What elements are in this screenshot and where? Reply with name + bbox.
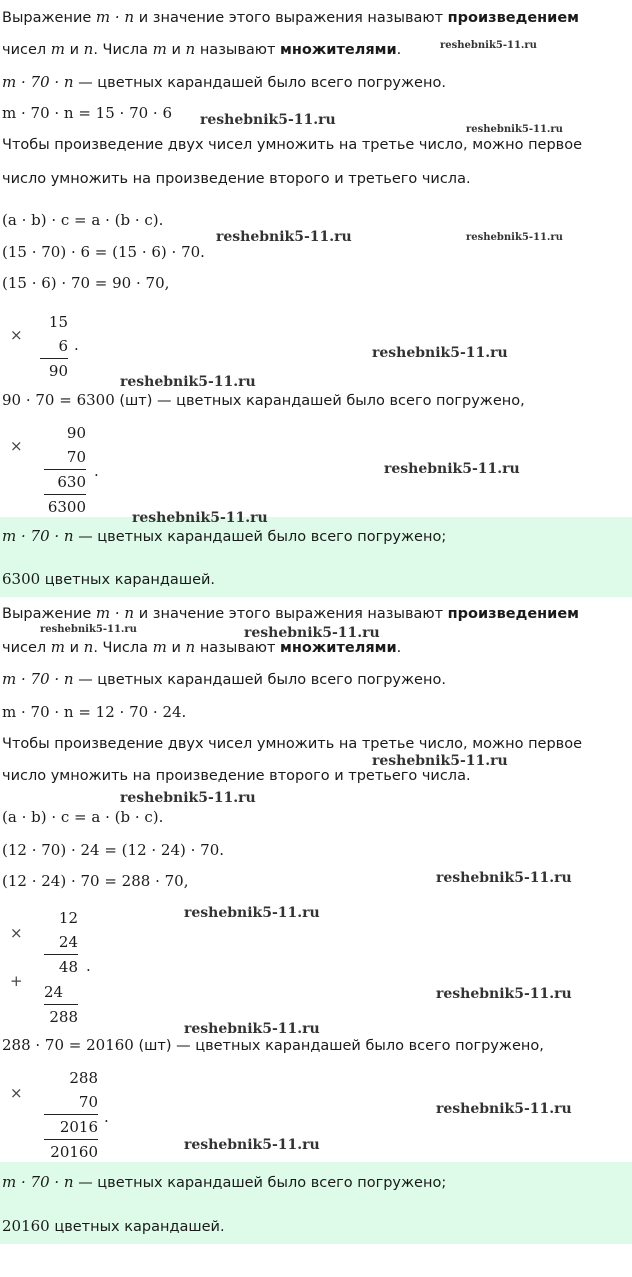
watermark: reshebnik5-11.ru xyxy=(372,345,508,361)
rule-line-1: Чтобы произведение двух чисел умножить на третье число, можно первое xyxy=(2,736,583,752)
definition-line-2: чисел m и n. Числа m и n называют множителями. xyxy=(2,638,402,656)
watermark: reshebnik5-11.ru xyxy=(244,625,380,641)
watermark: reshebnik5-11.ru xyxy=(40,624,137,635)
multiply-sign: × xyxy=(10,437,23,455)
period: . xyxy=(74,336,79,354)
answer-line-1: m · 70 · n — цветных карандашей было всего погружено; xyxy=(2,1173,447,1191)
watermark: reshebnik5-11.ru xyxy=(436,870,572,886)
equation-line: m · 70 · n = 12 · 70 · 24. xyxy=(2,703,187,721)
watermark: reshebnik5-11.ru xyxy=(132,510,268,526)
associative-law: (a · b) · c = a · (b · c). xyxy=(2,211,164,229)
column-multiplication-2: 288 70 2016 20160 xyxy=(44,1066,98,1164)
rule-line-1: Чтобы произведение двух чисел умножить на третье число, можно первое xyxy=(2,137,583,153)
multiply-sign: × xyxy=(10,326,23,344)
multiply-sign: × xyxy=(10,1084,23,1102)
definition-line-1: Выражение m · n и значение этого выражения называют произведением xyxy=(2,8,580,26)
rule-line-2: число умножить на произведение второго и третьего числа. xyxy=(2,171,471,187)
watermark: reshebnik5-11.ru xyxy=(372,753,508,769)
expression-line: m · 70 · n — цветных карандашей было всего погружено. xyxy=(2,670,446,688)
step-1: (12 · 70) · 24 = (12 · 24) · 70. xyxy=(2,841,225,859)
column-multiplication-1: 15 6 90 xyxy=(40,310,68,383)
multiply-sign: × xyxy=(10,924,23,942)
period: . xyxy=(104,1108,109,1126)
plus-sign: + xyxy=(10,972,23,990)
period: . xyxy=(86,957,91,975)
watermark: reshebnik5-11.ru xyxy=(184,1137,320,1153)
watermark: reshebnik5-11.ru xyxy=(184,1021,320,1037)
watermark: reshebnik5-11.ru xyxy=(440,40,537,51)
watermark: reshebnik5-11.ru xyxy=(466,124,563,135)
watermark: reshebnik5-11.ru xyxy=(120,790,256,806)
column-multiplication-2: 90 70 630 6300 xyxy=(44,421,86,519)
watermark: reshebnik5-11.ru xyxy=(466,232,563,243)
watermark: reshebnik5-11.ru xyxy=(384,461,520,477)
period: . xyxy=(94,462,99,480)
step-1: (15 · 70) · 6 = (15 · 6) · 70. xyxy=(2,243,205,261)
step-2: (15 · 6) · 70 = 90 · 70, xyxy=(2,274,170,292)
result-line: 288 · 70 = 20160 (шт) — цветных карандашей было всего погружено, xyxy=(2,1036,544,1054)
watermark: reshebnik5-11.ru xyxy=(436,1101,572,1117)
rule-line-2: число умножить на произведение второго и третьего числа. xyxy=(2,768,471,784)
answer-line-2: 20160 цветных карандашей. xyxy=(2,1217,225,1235)
step-2: (12 · 24) · 70 = 288 · 70, xyxy=(2,872,189,890)
column-multiplication-1-sum: 24 288 xyxy=(44,980,78,1029)
watermark: reshebnik5-11.ru xyxy=(216,229,352,245)
expression-line: m · 70 · n — цветных карандашей было всего погружено. xyxy=(2,73,446,91)
result-line: 90 · 70 = 6300 (шт) — цветных карандашей было всего погружено, xyxy=(2,391,525,409)
watermark: reshebnik5-11.ru xyxy=(184,905,320,921)
watermark: reshebnik5-11.ru xyxy=(200,112,336,128)
column-multiplication-1: 12 24 48 xyxy=(44,906,78,979)
definition-line-2: чисел m и n. Числа m и n называют множителями. xyxy=(2,40,402,58)
equation-line: m · 70 · n = 15 · 70 · 6 xyxy=(2,104,173,122)
answer-line-2: 6300 цветных карандашей. xyxy=(2,570,216,588)
associative-law: (a · b) · c = a · (b · c). xyxy=(2,808,164,826)
watermark: reshebnik5-11.ru xyxy=(120,374,256,390)
definition-line-1: Выражение m · n и значение этого выражения называют произведением xyxy=(2,604,580,622)
watermark: reshebnik5-11.ru xyxy=(436,986,572,1002)
answer-line-1: m · 70 · n — цветных карандашей было всего погружено; xyxy=(2,527,447,545)
